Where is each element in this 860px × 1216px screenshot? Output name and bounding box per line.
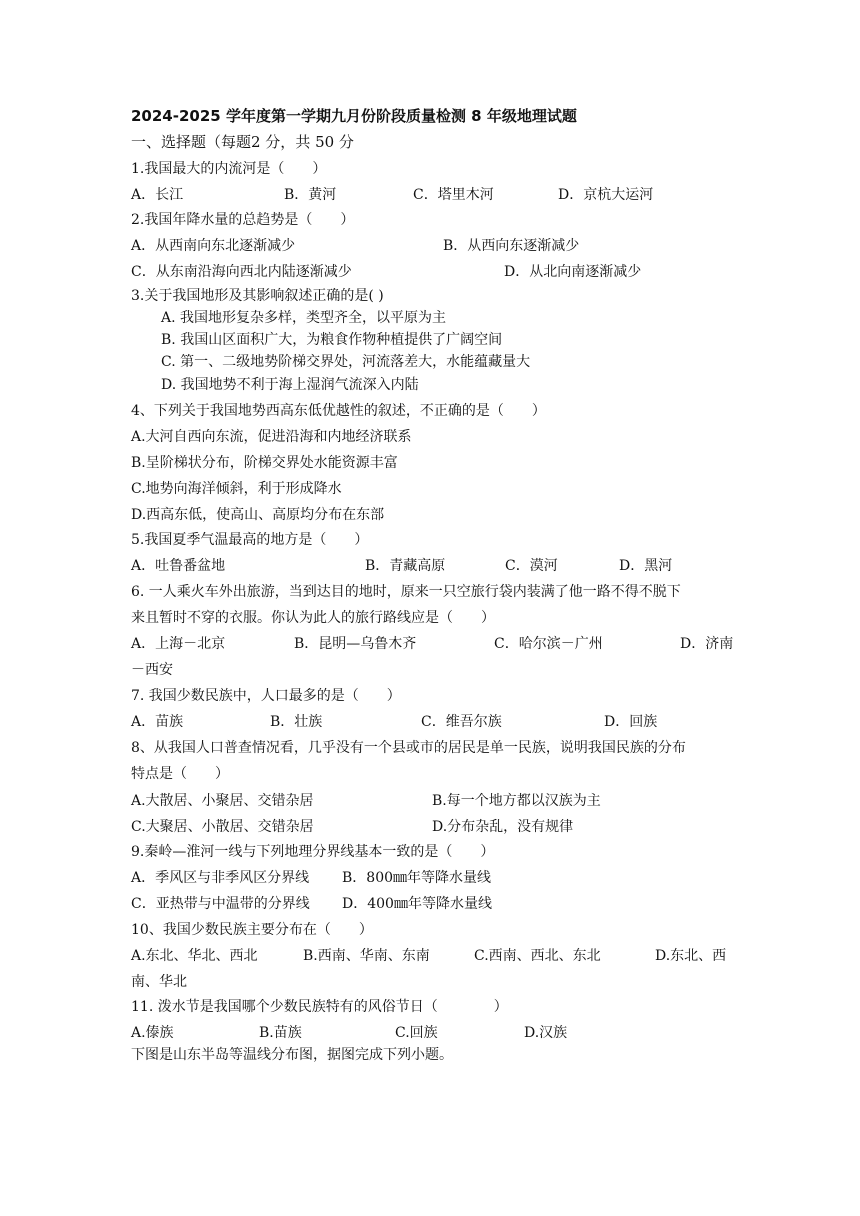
option-b: B．从西向东逐渐减少 [443, 238, 580, 254]
option-d: D．400㎜年等降水量线 [342, 896, 492, 912]
option-c: C.回族 [395, 1025, 438, 1041]
question-stem: 4、下列关于我国地势西高东低优越性的叙述，不正确的是（ ） [131, 403, 546, 419]
option-b: B．昆明—乌鲁木齐 [294, 636, 417, 652]
option-d: D．京杭大运河 [558, 187, 654, 203]
option-a: A．长江 [131, 187, 184, 203]
option-b: B.每一个地方都以汉族为主 [432, 793, 601, 809]
section-heading: 一、选择题（每题2 分，共 50 分 [131, 133, 354, 151]
question-stem: 11. 泼水节是我国哪个少数民族特有的风俗节日（ ） [131, 999, 508, 1015]
question-stem: 9.秦岭—淮河一线与下列地理分界线基本一致的是（ ） [131, 844, 495, 860]
option-d: D.东北、西 [655, 948, 727, 964]
question-stem: 1.我国最大的内流河是（ ） [131, 161, 327, 177]
option-d: D.汉族 [524, 1025, 568, 1041]
option-d-continued: －西安 [131, 662, 173, 678]
option-d: D．黑河 [619, 558, 673, 574]
option-c: C．从东南沿海向西北内陆逐渐减少 [131, 264, 352, 280]
option-a: A.傣族 [131, 1025, 174, 1041]
option-b: B．黄河 [284, 187, 337, 203]
option-b: B．800㎜年等降水量线 [342, 870, 492, 886]
question-stem-continued: 特点是（ ） [131, 766, 229, 782]
question-stem: 5.我国夏季气温最高的地方是（ ） [131, 532, 369, 548]
option-a: A.大散居、小聚居、交错杂居 [131, 793, 314, 809]
option-d: D.西高东低，使高山、高原均分布在东部 [131, 507, 385, 523]
option-c: C.西南、西北、东北 [474, 948, 601, 964]
option-b: B.呈阶梯状分布，阶梯交界处水能资源丰富 [131, 455, 398, 471]
option-b: B.西南、华南、东南 [303, 948, 430, 964]
question-stem: 6. 一人乘火车外出旅游，当到达目的地时，原来一只空旅行袋内装满了他一路不得不脱下 [131, 584, 681, 600]
closing-instruction: 下图是山东半岛等温线分布图，据图完成下列小题。 [131, 1047, 453, 1063]
option-c: C．哈尔滨－广州 [494, 636, 603, 652]
question-stem: 2.我国年降水量的总趋势是（ ） [131, 212, 355, 228]
option-c: C. 第一、二级地势阶梯交界处，河流落差大，水能蕴藏量大 [161, 354, 531, 370]
option-a: A．苗族 [131, 714, 184, 730]
option-a: A.大河自西向东流，促进沿海和内地经济联系 [131, 429, 412, 445]
option-b: B．青藏高原 [365, 558, 446, 574]
option-d: D．从北向南逐渐减少 [504, 264, 642, 280]
option-d: D．回族 [604, 714, 658, 730]
option-d: D.分布杂乱，没有规律 [432, 819, 574, 835]
option-d: D. 我国地势不利于海上湿润气流深入内陆 [161, 377, 419, 393]
exam-title: 2024-2025 学年度第一学期九月份阶段质量检测 8 年级地理试题 [131, 107, 577, 125]
option-b: B. 我国山区面积广大，为粮食作物种植提供了广阔空间 [161, 332, 503, 348]
option-a: A. 我国地形复杂多样，类型齐全，以平原为主 [161, 310, 447, 326]
option-c: C.地势向海洋倾斜，利于形成降水 [131, 481, 342, 497]
option-c: C.大聚居、小散居、交错杂居 [131, 819, 314, 835]
option-a: A．从西南向东北逐渐减少 [131, 238, 296, 254]
question-stem: 10、我国少数民族主要分布在（ ） [131, 922, 373, 938]
option-b: B.苗族 [259, 1025, 302, 1041]
option-a: A．季风区与非季风区分界线 [131, 870, 310, 886]
option-b: B．壮族 [270, 714, 323, 730]
option-d: D．济南 [680, 636, 734, 652]
question-stem: 8、从我国人口普查情况看，几乎没有一个县或市的居民是单一民族，说明我国民族的分布 [131, 740, 686, 756]
option-c: C．塔里木河 [413, 187, 494, 203]
option-a: A.东北、华北、西北 [131, 948, 258, 964]
option-d-continued: 南、华北 [131, 974, 187, 990]
question-stem: 7. 我国少数民族中，人口最多的是（ ） [131, 688, 401, 704]
question-stem: 3.关于我国地形及其影响叙述正确的是( ) [131, 288, 384, 304]
question-stem-continued: 来且暂时不穿的衣服。你认为此人的旅行路线应是（ ） [131, 610, 495, 626]
option-c: C．漠河 [505, 558, 558, 574]
option-c: C．亚热带与中温带的分界线 [131, 896, 310, 912]
option-c: C．维吾尔族 [421, 714, 502, 730]
option-a: A．吐鲁番盆地 [131, 558, 226, 574]
option-a: A．上海－北京 [131, 636, 226, 652]
